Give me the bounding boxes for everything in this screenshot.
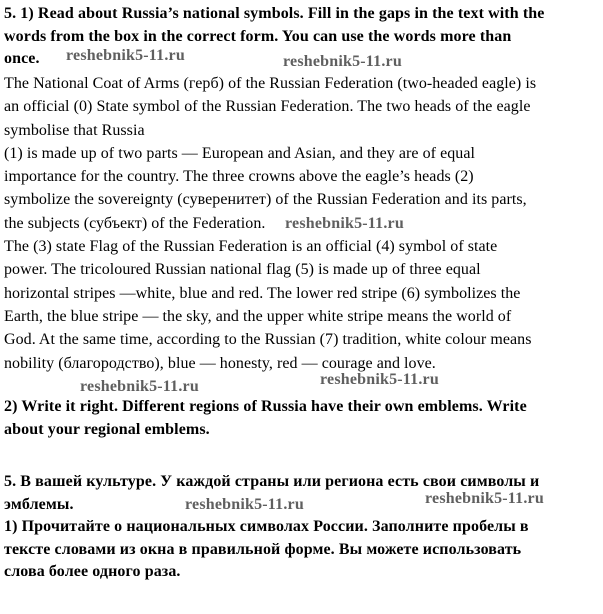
- reading-text-line: (1) is made up of two parts — European and Asian, and they are of equal: [4, 144, 475, 162]
- reading-text-line: importance for the country. The three crowns above the eagle’s heads (2): [4, 168, 474, 186]
- task-5-russian-line: 5. В вашей культуре. У каждой страны или региона есть свои символы и: [4, 473, 540, 490]
- task-5-instructions-line: words from the box in the correct form. You can use the words more than: [4, 27, 512, 45]
- task-5-russian-instructions: [4, 471, 596, 584]
- reading-text-line: The National Coat of Arms (герб) of the Russian Federation (two-headed eagle) is: [4, 75, 537, 92]
- reading-text-line: horizontal stripes —white, blue and red. The lower red stripe (6) symbolizes the: [4, 284, 521, 302]
- task-2-instructions-line: about your regional emblems.: [4, 420, 210, 438]
- task-2-instructions: [4, 396, 596, 441]
- reading-text-line: the subjects (субъект) of the Federation.: [4, 214, 266, 232]
- watermark: reshebnik5-11.ru: [425, 490, 544, 507]
- watermark: reshebnik5-11.ru: [185, 496, 304, 513]
- task-5-russian-line: тексте словами из окна в правильной форме. Вы можете использовать: [4, 540, 522, 558]
- reading-text-line: God. At the same time, according to the Russian (7) tradition, white colour means: [4, 331, 532, 349]
- reading-text-line: symbolize the sovereignty (суверенитет) of the Russian Federation and its parts,: [4, 191, 527, 209]
- task-5-instructions-line: 5. 1) Read about Russia’s national symbols. Fill in the gaps in the text with the: [4, 5, 545, 22]
- task-5-russian-line: 1) Прочитайте о национальных символах России. Заполните пробелы в: [4, 518, 529, 535]
- reading-text-line: The (3) state Flag of the Russian Federation is an official (4) symbol of state: [4, 238, 498, 256]
- reading-text-line: Earth, the blue stripe — the sky, and the upper white stripe means the world of: [4, 307, 512, 325]
- watermark: reshebnik5-11.ru: [285, 215, 404, 232]
- task-5-russian-line: слова более одного раза.: [4, 563, 181, 580]
- reading-text-line: symbolise that Russia: [4, 121, 145, 139]
- watermark: reshebnik5-11.ru: [66, 47, 185, 64]
- task-2-instructions-line: 2) Write it right. Different regions of Russia have their own emblems. Write: [4, 398, 527, 415]
- watermark: reshebnik5-11.ru: [320, 371, 439, 388]
- reading-text-line: an official (0) State symbol of the Russian Federation. The two heads of the eagle: [4, 98, 531, 116]
- watermark: reshebnik5-11.ru: [283, 53, 402, 70]
- task-5-russian-line: эмблемы.: [4, 495, 74, 513]
- reading-text-line: nobility (благородство), blue — honesty, red — courage and love.: [4, 354, 436, 372]
- task-5-instructions-line: once.: [4, 50, 40, 67]
- watermark: reshebnik5-11.ru: [80, 378, 199, 395]
- reading-text-line: power. The tricoloured Russian national flag (5) is made up of three equal: [4, 261, 481, 279]
